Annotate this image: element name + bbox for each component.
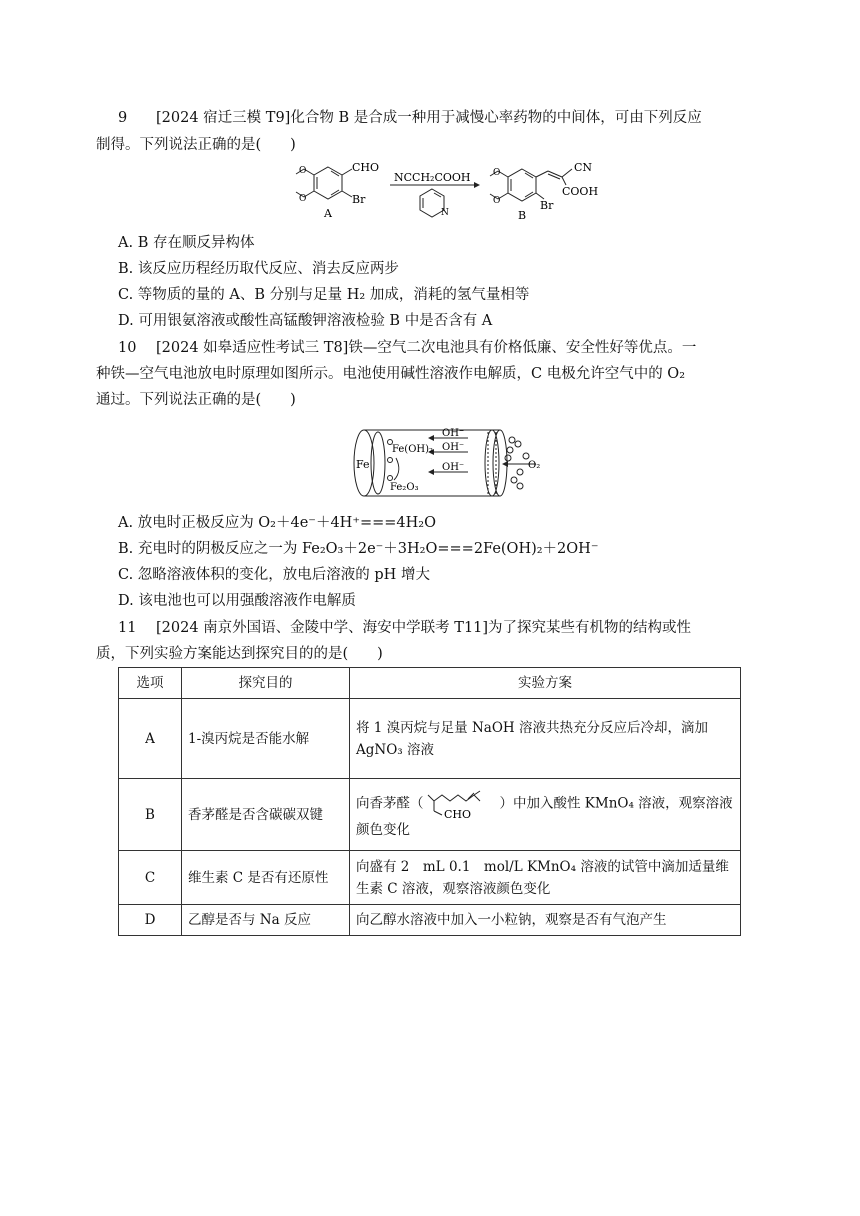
row-b-plan-pre: 向香茅醛（ xyxy=(356,795,424,811)
c-electrode-inner xyxy=(485,430,499,496)
q10-number: 10 xyxy=(118,340,137,356)
q9-stem: [2024 宿迁三模 T9]化合物 B 是合成一种用于减慢心率药物的中间体，可由下列反应 xyxy=(156,110,702,126)
pyridine-n: N xyxy=(441,208,449,218)
q9-option-b: B. 该反应历程经历取代反应、消去反应两步 xyxy=(118,261,399,277)
q10-option-a: A. 放电时正极反应为 O₂＋4e⁻＋4H⁺===4H₂O xyxy=(118,515,437,531)
q9-line2: 制得。下列说法正确的是( ) xyxy=(96,137,296,153)
q10-line2: 种铁—空气电池放电时原理如图所示。电池使用碱性溶液作电解质，C 电极允许空气中的 O₂ xyxy=(96,366,686,382)
row-a-goal: 1-溴丙烷是否能水解 xyxy=(182,699,350,779)
header-option: 选项 xyxy=(119,668,182,699)
label-br-a: Br xyxy=(352,193,366,206)
q10-battery-diagram xyxy=(350,422,550,504)
q10-line1 xyxy=(118,338,696,358)
arrow-head xyxy=(474,182,480,188)
molecule-b xyxy=(490,169,572,201)
q11-stem: [2024 南京外国语、金陵中学、海安中学联考 T11]为了探究某些有机物的结构或性 xyxy=(156,620,692,636)
label-cho: CHO xyxy=(352,161,380,174)
table-row xyxy=(119,779,741,851)
q9-reaction-scheme xyxy=(290,157,610,223)
q10-option-c: C. 忽略溶液体积的变化，放电后溶液的 pH 增大 xyxy=(118,567,430,583)
label-cooh: COOH xyxy=(562,185,599,198)
header-goal: 探究目的 xyxy=(182,668,350,699)
label-feoh2: Fe(OH)₂ xyxy=(392,444,434,455)
citronellal-cho: CHO xyxy=(443,807,471,819)
q11-number: 11 xyxy=(118,620,137,636)
row-a-plan: 将 1 溴丙烷与足量 NaOH 溶液共热充分反应后冷却，滴加 AgNO₃ 溶液 xyxy=(350,699,741,779)
label-oh-2: OH⁻ xyxy=(442,442,465,453)
row-a-option: A xyxy=(119,699,182,779)
curve-arrow xyxy=(394,458,399,480)
q9-option-d: D. 可用银氨溶液或酸性高锰酸钾溶液检验 B 中是否含有 A xyxy=(118,313,493,329)
label-cn: CN xyxy=(574,161,593,174)
citronellal-structure xyxy=(424,789,500,819)
table-row xyxy=(119,699,741,779)
row-c-option: C xyxy=(119,851,182,905)
experiment-table xyxy=(118,667,741,936)
row-d-goal: 乙醇是否与 Na 反应 xyxy=(182,905,350,936)
row-d-plan: 向乙醇水溶液中加入一小粒钠，观察是否有气泡产生 xyxy=(350,905,741,936)
q11-line1 xyxy=(118,618,691,638)
q10-option-b: B. 充电时的阴极反应之一为 Fe₂O₃＋2e⁻＋3H₂O===2Fe(OH)₂＋2OH⁻ xyxy=(118,541,599,557)
label-oh-3: OH⁻ xyxy=(442,462,465,473)
label-o2: O₂ xyxy=(528,460,541,471)
row-b-plan xyxy=(350,779,741,851)
q9-option-a: A. B 存在顺反异构体 xyxy=(118,235,255,251)
label-oh-1: OH⁻ xyxy=(442,428,465,439)
label-br-b: Br xyxy=(540,199,554,212)
q10-option-d: D. 该电池也可以用强酸溶液作电解质 xyxy=(118,593,356,609)
q9-line1 xyxy=(118,108,702,128)
fe-inner xyxy=(371,432,385,494)
reagent-top: NCCH₂COOH xyxy=(394,171,471,184)
row-b-option: B xyxy=(119,779,182,851)
table-row xyxy=(119,851,741,905)
q9-number: 9 xyxy=(118,110,128,126)
row-b-goal: 香茅醛是否含碳碳双键 xyxy=(182,779,350,851)
q9-option-c: C. 等物质的量的 A、B 分别与足量 H₂ 加成，消耗的氢气量相等 xyxy=(118,287,530,303)
label-b: B xyxy=(518,209,527,222)
q10-stem: [2024 如皋适应性考试三 T8]铁—空气二次电池具有价格低廉、安全性好等优点。一 xyxy=(156,340,697,356)
methoxy-o1: O xyxy=(299,166,307,176)
header-plan: 实验方案 xyxy=(350,668,741,699)
table-row xyxy=(119,905,741,936)
methoxy-o2: O xyxy=(299,194,307,204)
label-fe: Fe xyxy=(356,458,370,471)
methoxy-o4: O xyxy=(493,196,501,206)
label-fe2o3: Fe₂O₃ xyxy=(390,482,419,493)
row-d-option: D xyxy=(119,905,182,936)
row-b-plan-post: ）中加入酸性 KMnO₄ 溶液，观察溶液颜色变化 xyxy=(356,795,733,838)
methoxy-o3: O xyxy=(493,168,501,178)
table-header-row xyxy=(119,668,741,699)
q10-line3: 通过。下列说法正确的是( ) xyxy=(96,392,296,408)
row-c-goal: 维生素 C 是否有还原性 xyxy=(182,851,350,905)
row-c-plan: 向盛有 2 mL 0.1 mol/L KMnO₄ 溶液的试管中滴加适量维生素 C 溶液，观察溶液颜色变化 xyxy=(350,851,741,905)
label-a: A xyxy=(324,207,332,220)
q11-line2: 质，下列实验方案能达到探究目的的是( ) xyxy=(96,646,383,662)
